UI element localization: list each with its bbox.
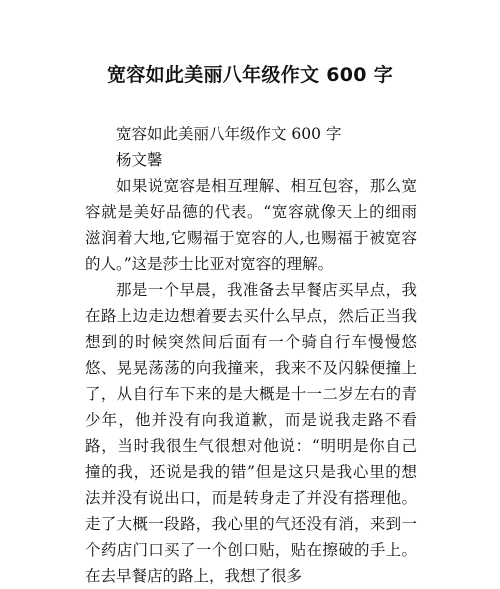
article-subtitle: 宽容如此美丽八年级作文 600 字 bbox=[116, 125, 342, 143]
article-body bbox=[85, 121, 417, 589]
article-paragraph-1: 如果说宽容是相互理解、相互包容，那么宽容就是美好品德的代表。“宽容就像天上的细雨滋润着大地,它赐福于宽容的人,也赐福于被宽容的人。”这是莎士比亚对宽容的理解。 bbox=[85, 177, 417, 273]
article-paragraph-2: 那是一个早晨，我准备去早餐店买早点，我在路上边走边想着要去买什么早点，然后正当我想到的时候突然间后面有一个骑自行车慢慢悠悠、晃晃荡荡的向我撞来，我来不及闪躲便撞上了，从自行车下来的是大概是十一二岁左右的青少年，他并没有向我道歉，而是说我走路不看路，当时我很生气很想对他说：“明明是你自己撞的我，还说是我的错”但是这只是我心里的想法并没有说出口，而是转身走了并没有搭理他。走了大概一段路，我心里的气还没有消，来到一个药店门口买了一个创口贴，贴在擦破的手上。在去早餐店的路上，我想了很多 bbox=[85, 281, 417, 585]
page-title: 宽容如此美丽八年级作文 600 字 bbox=[107, 64, 393, 86]
article-author: 杨文馨 bbox=[116, 151, 163, 169]
